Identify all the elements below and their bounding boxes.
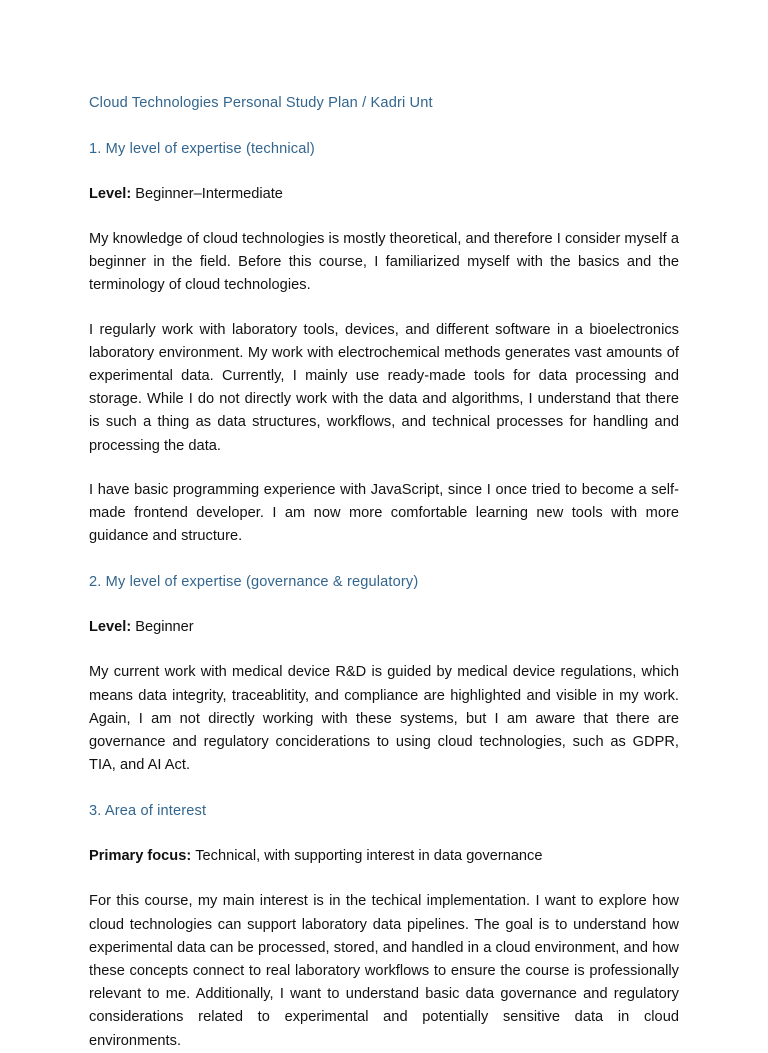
document-title: Cloud Technologies Personal Study Plan / Kadri Unt <box>89 95 433 111</box>
paragraph-3-1: For this course, my main interest is in the techical implementation. I want to explore how cloud technologies can support laboratory data pipelines. The goal is to understand how experimental data can be processed, stored, and handled in a cloud environment, and how these concepts connect to real laboratory workflows to ensure the course is professionally relevant to me. Additionally, I want to understand basic data governance and regulatory considerations related to experimental and potentially sensitive data in cloud environments. <box>89 893 679 1049</box>
paragraph-1-2: I regularly work with laboratory tools, devices, and different software in a bioelectronics laboratory environment. My work with electrochemical methods generates vast amounts of experimental data. Currently, I mainly use ready-made tools for data processing and storage. While I do not directly work with the data and algorithms, I understand that there is such a thing as data structures, workflows, and technical processes for handling and processing the data. <box>89 321 679 454</box>
paragraph-1-3: I have basic programming experience with JavaScript, since I once tried to become a self-made frontend developer. I am now more comfortable learning new tools with more guidance and structure. <box>89 481 679 545</box>
level-label-1: Level: <box>89 186 136 202</box>
level-line-1 <box>89 183 679 206</box>
primary-focus-value: Technical, with supporting interest in data governance <box>195 848 543 865</box>
paragraph-1-1: My knowledge of cloud technologies is mostly theoretical, and therefore I consider myself a beginner in the field. Before this course, I familiarized myself with the basics and the terminology of cloud technologies. <box>89 231 679 294</box>
level-value-1: Beginner–Intermediate <box>135 186 283 202</box>
primary-focus-line <box>89 845 679 868</box>
level-value-2: Beginner <box>135 619 194 636</box>
level-label-2: Level: <box>89 619 136 636</box>
paragraph-2-1: My current work with medical device R&D is guided by medical device regulations, which means data integrity, traceablitity, and compliance are highlighted and visible in my work. Again, I am not directly working with these systems, but I am aware that there are governance and regulatory conciderations to using cloud technologies, such as GDPR, TIA, and AI Act. <box>89 664 679 774</box>
level-line-2 <box>89 616 679 639</box>
section-heading-2: 2. My level of expertise (governance & regulatory) <box>89 574 419 591</box>
section-heading-3: 3. Area of interest <box>89 803 207 820</box>
section-heading-1: 1. My level of expertise (technical) <box>89 141 315 157</box>
primary-focus-label: Primary focus: <box>89 848 196 865</box>
